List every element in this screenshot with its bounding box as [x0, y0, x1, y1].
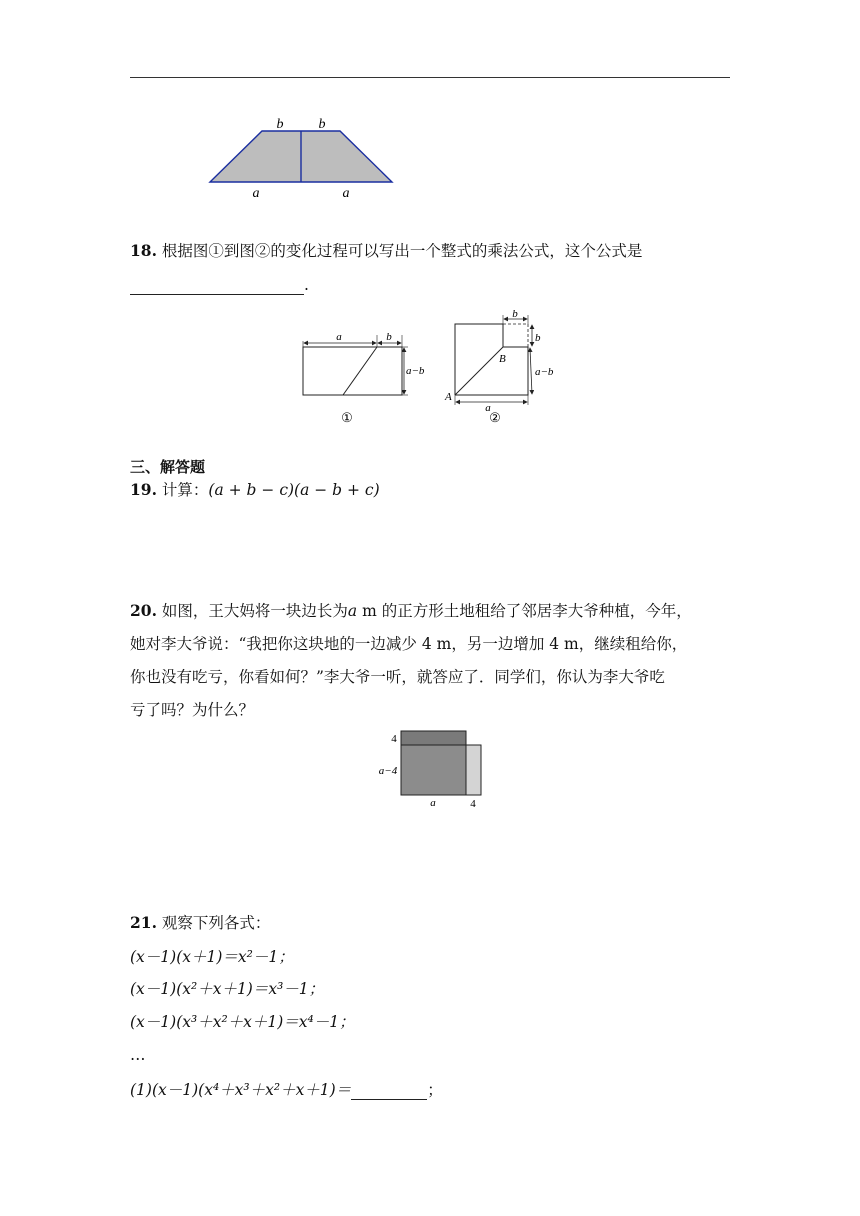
q18-figures: [295, 305, 565, 430]
fig2-label-a: a: [485, 402, 491, 414]
q19-number: 19.: [130, 480, 157, 499]
q21-eq3: (x－1)(x³＋x²＋x＋1)＝x⁴－1；: [130, 1013, 355, 1031]
q21-part1-expr: (1)(x－1)(x⁴＋x³＋x²＋x＋1)＝: [130, 1081, 352, 1099]
q19-expression: (a + b − c)(a − b + c): [208, 481, 380, 499]
q19-line: [130, 480, 380, 500]
section-title: 三、解答题: [130, 458, 206, 476]
fig2-label-A: A: [445, 391, 452, 403]
fig2-label-amb: a−b: [535, 366, 554, 378]
q21-part1: [130, 1080, 443, 1100]
q18-answer-blank[interactable]: [130, 278, 304, 295]
q20-line4: 亏了吗？为什么？: [130, 701, 255, 719]
fig2-caption: ②: [489, 410, 501, 425]
figure-2: [444, 308, 554, 425]
fig1-label-a: a: [336, 331, 342, 343]
q20-text-a: 如图，王大妈将一块边长为: [161, 602, 348, 620]
fig1-caption: ①: [341, 410, 353, 425]
q19-text: 计算：: [161, 481, 209, 499]
label-a-left: a: [252, 186, 260, 201]
q20-line2: 她对李大爷说：“我把你这块地的一边减少 4 m，另一边增加 4 m，继续租给你，: [130, 635, 688, 653]
q21-eq2: (x－1)(x²＋x＋1)＝x³－1；: [130, 980, 325, 998]
label-b-left: b: [276, 117, 284, 132]
q21-ellipsis: …: [130, 1046, 146, 1064]
fig20-label-4-bottom: 4: [470, 798, 476, 810]
q18-text: 根据图①到图②的变化过程可以写出一个整式的乘法公式，这个公式是: [161, 242, 643, 260]
fig2-label-B: B: [499, 353, 506, 365]
q20-land-figure: [370, 725, 490, 813]
q21-intro: [130, 913, 270, 933]
strip-removed: [401, 731, 466, 745]
remaining-area: [401, 745, 466, 795]
q20-var-a: a: [347, 602, 358, 620]
fig1-label-b: b: [386, 331, 392, 343]
fig2-label-b-top: b: [512, 308, 518, 320]
q20-line3: 你也没有吃亏，你看如何？”李大爷一听，就答应了．同学们，你认为李大爷吃: [130, 668, 665, 686]
label-b-right: b: [318, 117, 326, 132]
q21-part1-end: ；: [427, 1081, 443, 1099]
q21-number: 21.: [130, 913, 157, 932]
trapezoid-figure: [200, 112, 410, 204]
label-a-right: a: [342, 186, 350, 201]
fig1-label-amb: a−b: [406, 365, 425, 377]
q20-line1: [130, 601, 692, 621]
q18-period: .: [304, 276, 309, 294]
q21-eq1: (x－1)(x＋1)＝x²－1；: [130, 948, 294, 966]
fig20-label-a-minus-4: a−4: [378, 765, 398, 777]
q20-number: 20.: [130, 601, 157, 620]
q18-line1: [130, 241, 642, 261]
figure-1: [303, 331, 425, 425]
q21-intro-text: 观察下列各式：: [161, 914, 271, 932]
q21-answer-blank[interactable]: [351, 1083, 427, 1100]
q20-text-b: m 的正方形土地租给了邻居李大爷种植，今年，: [357, 602, 692, 620]
q18-line2: [130, 275, 309, 295]
fig2-label-b-side: b: [535, 332, 541, 344]
strip-added: [466, 745, 481, 795]
fig20-label-4-left: 4: [391, 733, 397, 745]
header-rule: [130, 77, 730, 78]
fig20-label-a: a: [430, 797, 436, 809]
q18-number: 18.: [130, 241, 157, 260]
